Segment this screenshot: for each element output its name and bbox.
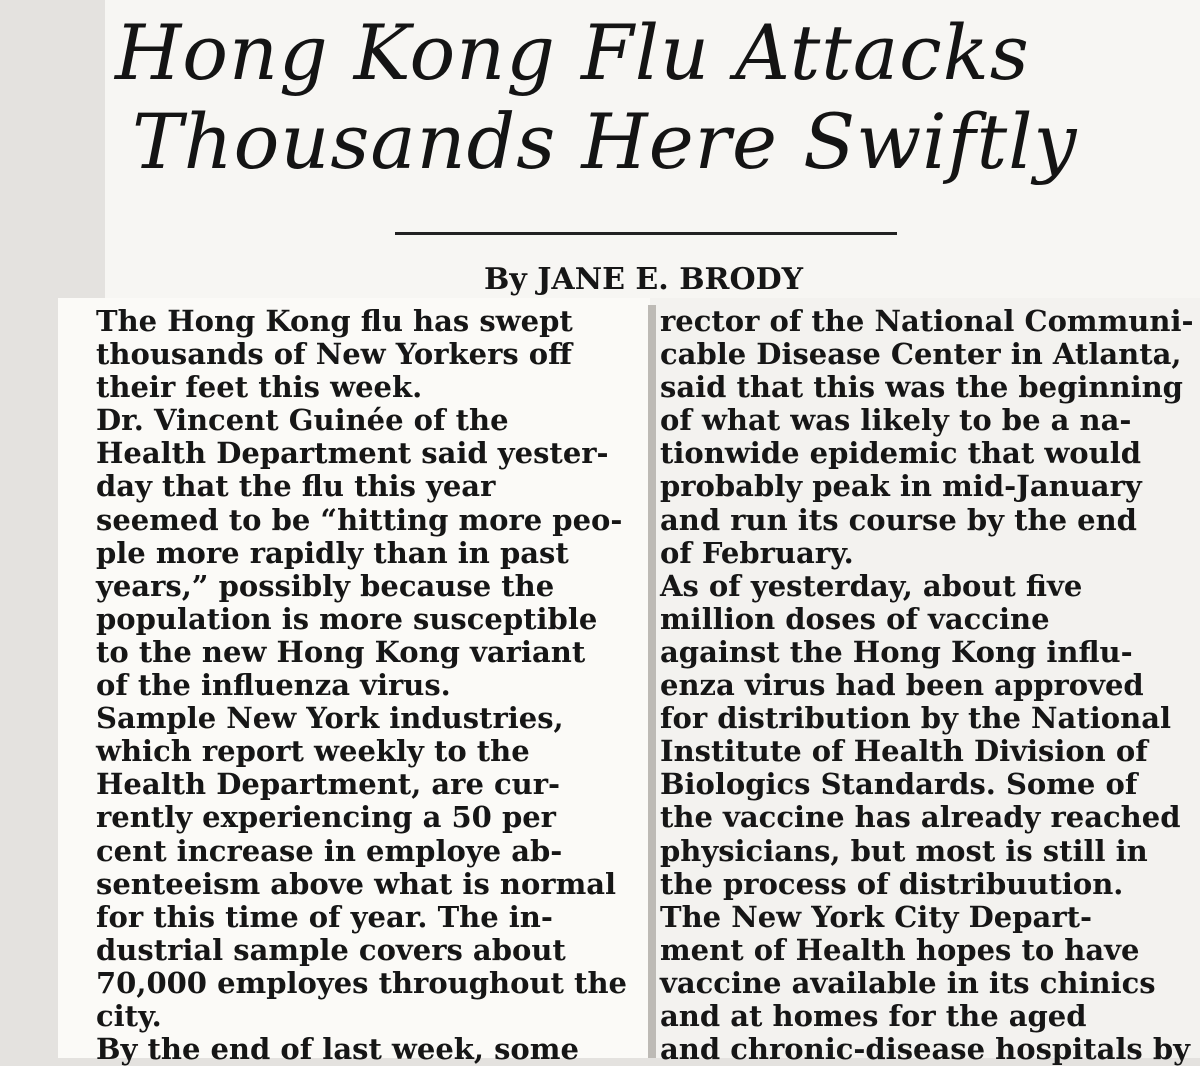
article-line: cable Disease Center in Atlanta, <box>660 337 1182 372</box>
article-line: By the end of last week, some <box>96 1032 579 1066</box>
article-line: million doses of vaccine <box>660 601 1050 636</box>
byline: By JANE E. BRODY <box>484 262 804 297</box>
article-line: the vaccine has already reached <box>660 800 1181 835</box>
article-line: rently experiencing a 50 per <box>96 800 556 835</box>
article-line: Sample New York industries, <box>96 701 564 736</box>
article-line: and at homes for the aged <box>660 998 1087 1033</box>
article-line: The Hong Kong flu has swept <box>96 304 573 338</box>
article-line: Dr. Vincent Guinée of the <box>96 403 509 438</box>
article-line: As of yesterday, about five <box>660 568 1083 603</box>
headline-divider <box>395 232 897 235</box>
article-line: and run its course by the end <box>660 502 1137 537</box>
article-line: Biologics Standards. Some of <box>660 767 1138 802</box>
article-line: of the influenza virus. <box>96 668 451 703</box>
article-line: the process of distribuution. <box>660 866 1124 901</box>
article-line: of February. <box>660 535 854 570</box>
article-line: said that this was the beginning <box>660 370 1183 405</box>
article-line: years,” possibly because the <box>96 568 555 603</box>
article-line: which report weekly to the <box>96 734 530 769</box>
article-line: cent increase in employe ab- <box>96 833 563 868</box>
article-line: dustrial sample covers about <box>96 932 566 967</box>
article-line: for this time of year. The in- <box>96 899 553 934</box>
article-line: day that the flu this year <box>96 469 496 504</box>
article-line: seemed to be “hitting more peo- <box>96 502 623 537</box>
article-line: 70,000 employes throughout the <box>96 965 627 1000</box>
article-column-right <box>660 305 1200 1066</box>
article-line: Institute of Health Division of <box>660 734 1148 769</box>
article-line: thousands of New Yorkers off <box>96 337 572 372</box>
article-line: senteeism above what is normal <box>96 866 617 901</box>
article-line: of what was likely to be a na- <box>660 403 1132 438</box>
article-line: rector of the National Communi- <box>660 304 1194 338</box>
article-line: for distribution by the National <box>660 701 1171 736</box>
article-line: vaccine available in its chinics <box>660 965 1156 1000</box>
article-line: The New York City Depart- <box>660 899 1093 934</box>
article-line: to the new Hong Kong variant <box>96 634 586 669</box>
article-line: against the Hong Kong influ- <box>660 634 1133 669</box>
article-column-left <box>96 305 641 1066</box>
article-line: Health Department, are cur- <box>96 767 561 802</box>
article-line: population is more susceptible <box>96 601 598 636</box>
article-line: enza virus had been approved <box>660 668 1144 703</box>
headline-line-1: Hong Kong Flu Attacks <box>115 8 1030 97</box>
article-line: Health Department said yester- <box>96 436 609 471</box>
article-line: ment of Health hopes to have <box>660 932 1140 967</box>
article-line: city. <box>96 998 162 1033</box>
article-line: probably peak in mid-January <box>660 469 1142 504</box>
article-line: physicians, but most is still in <box>660 833 1148 868</box>
article-line: their feet this week. <box>96 370 423 405</box>
article-line: tionwide epidemic that would <box>660 436 1142 471</box>
article-line: and chronic-disease hospitals by <box>660 1032 1190 1066</box>
headline-line-2: Thousands Here Swiftly <box>132 97 1078 186</box>
article-line: ple more rapidly than in past <box>96 535 569 570</box>
column-gutter <box>648 305 656 1058</box>
